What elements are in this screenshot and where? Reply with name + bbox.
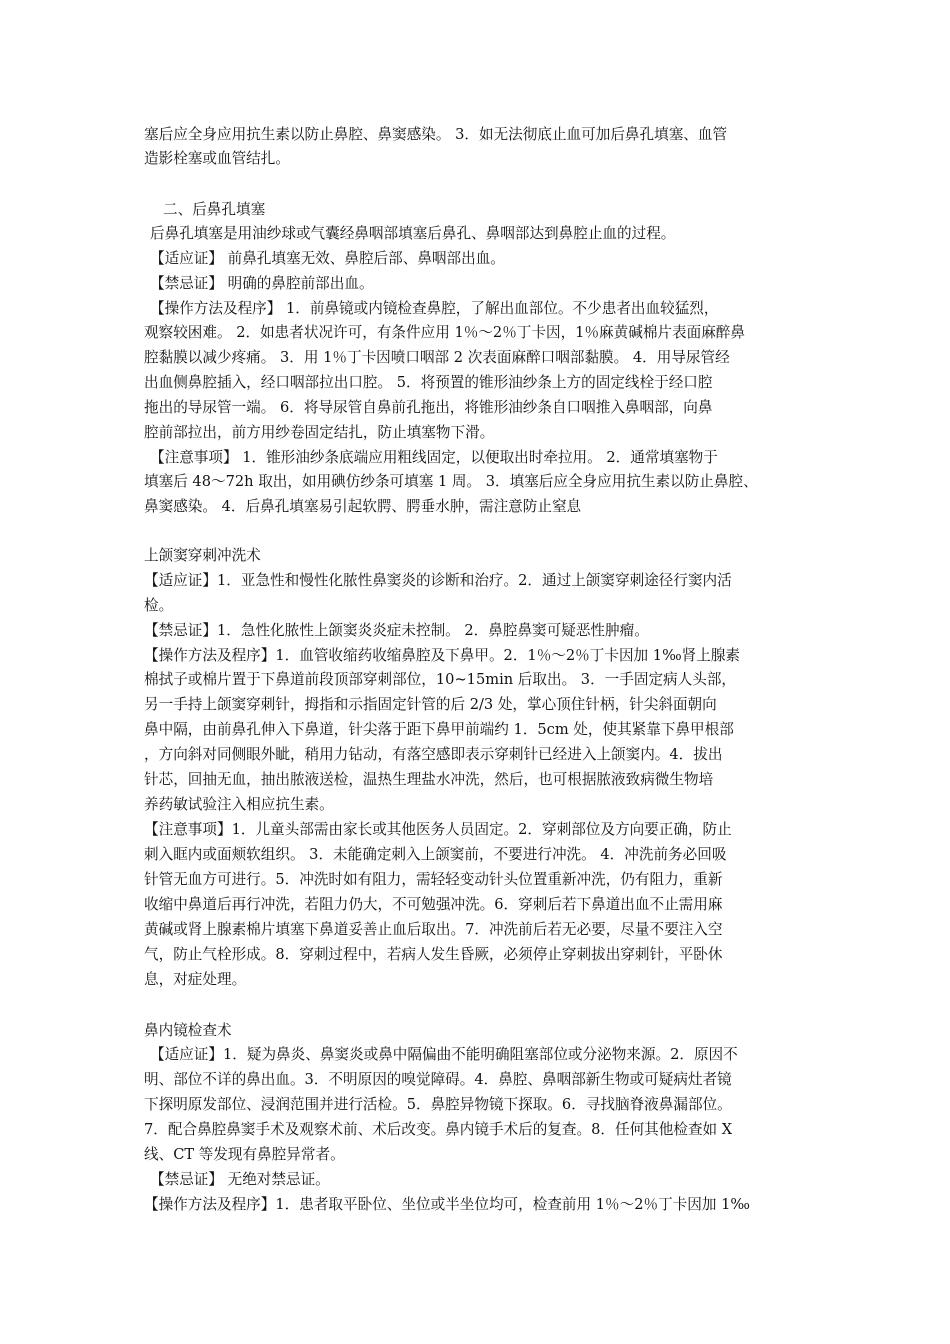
section-heading: 鼻内镜检查术 xyxy=(144,1022,232,1039)
text-line: 观察较困难。 2．如患者状况许可，有条件应用 1％～2％丁卡因，1％麻黄碱棉片表面麻醉鼻 xyxy=(144,324,745,341)
text-line: 养药敏试验注入相应抗生素。 xyxy=(144,796,334,813)
text-line: 刺入眶内或面颊软组织。 3．未能确定刺入上颌窦前，不要进行冲洗。 4．冲洗前务必回吸 xyxy=(144,846,727,863)
text-line: 出血侧鼻腔插入，经口咽部拉出口腔。 5．将预置的锥形油纱条上方的固定线栓于经口腔 xyxy=(144,374,713,391)
text-line: 造影栓塞或血管结扎。 xyxy=(144,150,290,167)
section-heading: 上颌窦穿刺冲洗术 xyxy=(144,547,261,564)
text-line: 检。 xyxy=(144,597,174,614)
text-line: 拖出的导尿管一端。 6．将导尿管自鼻前孔拖出，将锥形油纱条自口咽推入鼻咽部，向鼻 xyxy=(144,399,713,416)
text-line: 线、CT 等发现有鼻腔异常者。 xyxy=(144,1146,345,1163)
text-line: 【禁忌证】 无绝对禁忌证。 xyxy=(150,1171,330,1188)
text-line: 【操作方法及程序】1．患者取平卧位、坐位或半坐位均可，检查前用 1％～2％丁卡因加 1‰ xyxy=(144,1196,750,1213)
text-line: 腔前部拉出，前方用纱卷固定结扎，防止填塞物下滑。 xyxy=(144,424,495,441)
text-line: 后鼻孔填塞是用油纱球或气囊经鼻咽部填塞后鼻孔、鼻咽部达到鼻腔止血的过程。 xyxy=(150,225,676,242)
text-line: 收缩中鼻道后再行冲洗，若阻力仍大，不可勉强冲洗。6．穿刺后若下鼻道出血不止需用麻 xyxy=(144,896,723,913)
text-line: ，方向斜对同侧眼外眦，稍用力钻动，有落空感即表示穿刺针已经进入上颌窦内。4．拔出 xyxy=(144,746,723,763)
text-line: 【操作方法及程序】 1．前鼻镜或内镜检查鼻腔，了解出血部位。不少患者出血较猛烈， xyxy=(150,300,719,317)
text-line: 鼻窦感染。 4．后鼻孔填塞易引起软腭、腭垂水肿，需注意防止窒息 xyxy=(144,498,582,515)
text-line: 填塞后 48～72h 取出，如用碘仿纱条可填塞 1 周。 3．填塞后应全身应用抗生素以防止鼻腔、 xyxy=(144,473,758,490)
text-line: 7．配合鼻腔鼻窦手术及观察术前、术后改变。鼻内镜手术后的复查。8．任何其他检查如 X xyxy=(144,1121,733,1138)
text-line: 气，防止气栓形成。8．穿刺过程中，若病人发生昏厥，必须停止穿刺拔出穿刺针，平卧休 xyxy=(144,946,723,963)
text-line: 【适应证】1．亚急性和慢性化脓性鼻窦炎的诊断和治疗。2．通过上颌窦穿刺途径行窦内活 xyxy=(144,572,732,589)
text-line: 鼻中隔，由前鼻孔伸入下鼻道，针尖落于距下鼻甲前端约 1．5cm 处，使其紧靠下鼻甲根部 xyxy=(144,721,734,738)
section-heading: 二、后鼻孔填塞 xyxy=(163,201,266,218)
text-line: 【适应证】1．疑为鼻炎、鼻窦炎或鼻中隔偏曲不能明确阻塞部位或分泌物来源。2．原因不 xyxy=(150,1046,738,1063)
text-line: 针芯，回抽无血，抽出脓液送检，温热生理盐水冲洗，然后，也可根据脓液致病微生物培 xyxy=(144,771,714,788)
text-line: 明、部位不详的鼻出血。3．不明原因的嗅觉障碍。4．鼻腔、鼻咽部新生物或可疑病灶者镜 xyxy=(144,1071,732,1088)
text-line: 息，对症处理。 xyxy=(144,971,247,988)
text-line: 【禁忌证】 明确的鼻腔前部出血。 xyxy=(150,275,374,292)
text-line: 下探明原发部位、浸润范围并进行活检。5．鼻腔异物镜下探取。6．寻找脑脊液鼻漏部位。 xyxy=(144,1096,732,1113)
text-line: 另一手持上颌窦穿刺针，拇指和示指固定针管的后 2/3 处，掌心顶住针柄，针尖斜面朝向 xyxy=(144,696,717,713)
text-line: 【注意事项】 1．锥形油纱条底端应用粗线固定，以便取出时牵拉用。 2．通常填塞物于 xyxy=(150,449,718,466)
text-line: 针管无血方可进行。5．冲洗时如有阻力，需轻轻变动针头位置重新冲洗，仍有阻力，重新 xyxy=(144,871,723,888)
text-line: 棉拭子或棉片置于下鼻道前段顶部穿刺部位，10~15min 后取出。 3．一手固定病人头部， xyxy=(144,671,737,688)
text-line: 【注意事项】1．儿童头部需由家长或其他医务人员固定。2．穿刺部位及方向要正确，防止 xyxy=(144,821,732,838)
text-line: 【禁忌证】1．急性化脓性上颌窦炎炎症未控制。 2．鼻腔鼻窦可疑恶性肿瘤。 xyxy=(144,622,649,639)
text-line: 【适应证】 前鼻孔填塞无效、鼻腔后部、鼻咽部出血。 xyxy=(150,250,505,267)
text-line: 塞后应全身应用抗生素以防止鼻腔、鼻窦感染。 3．如无法彻底止血可加后鼻孔填塞、血管 xyxy=(144,126,728,143)
text-line: 黄碱或肾上腺素棉片填塞下鼻道妥善止血后取出。7．冲洗前后若无必要，尽量不要注入空 xyxy=(144,921,723,938)
text-line: 【操作方法及程序】1．血管收缩药收缩鼻腔及下鼻甲。2．1％～2％丁卡因加 1‰肾上腺素 xyxy=(144,647,741,664)
text-line: 腔黏膜以减少疼痛。 3．用 1％丁卡因喷口咽部 2 次表面麻醉口咽部黏膜。 4．用导尿管经 xyxy=(144,349,730,366)
